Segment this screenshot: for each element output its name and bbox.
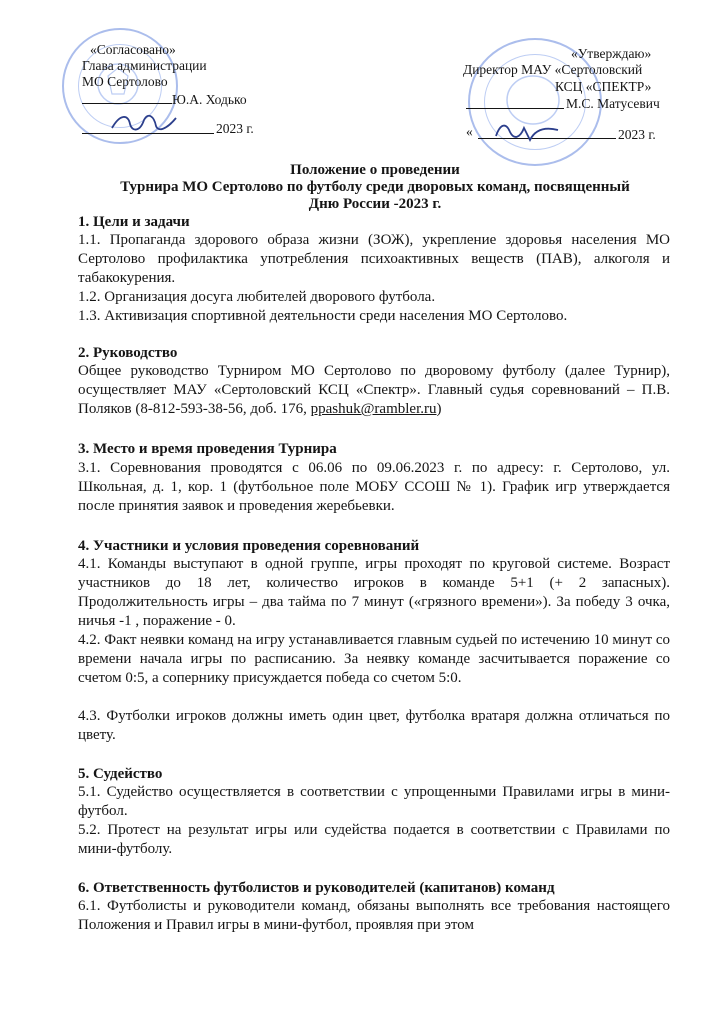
section-1-paragraph-1: 1.1. Пропаганда здорового образа жизни (ЗОЖ), укрепление здоровья населения МО Сертолово профилактика употребления психоактивных веществ (ПАВ), алкоголя и табакокурения. — [78, 232, 670, 286]
section-4-paragraph-3: 4.3. Футболки игроков должны иметь один цвет, футболка вратаря должна отличаться по цвету. — [78, 708, 670, 743]
right-approval-name: М.С. Матусевич — [566, 96, 660, 111]
section-2-heading: 2. Руководство — [78, 345, 178, 361]
section-5-paragraph-1: 5.1. Судейство осуществляется в соответствии с упрощенными Правилами игры в мини-футбол. — [78, 784, 670, 819]
section-6-paragraph-1: 6.1. Футболисты и руководители команд, обязаны выполнять все требования настоящего Положения и Правил игры в мини-футбол, проявляя при этом — [78, 898, 670, 933]
section-1-paragraph-2: 1.2. Организация досуга любителей дворового футбола. — [78, 289, 436, 305]
section-2-paragraph-1 — [78, 362, 670, 419]
section-5-heading: 5. Судейство — [78, 766, 163, 782]
judge-email-link[interactable]: ppashuk@rambler.ru — [310, 401, 437, 417]
section-1-heading: 1. Цели и задачи — [78, 214, 190, 230]
right-approval-position: Директор МАУ «Сертоловский — [463, 62, 643, 77]
right-approval-org: КСЦ «СПЕКТР» — [555, 79, 652, 94]
left-approval-date: 2023 г. — [216, 121, 254, 136]
document-title-line2: Турнира МО Сертолово по футболу среди дворовых команд, посвященный — [120, 179, 630, 195]
section-2-text: Общее руководство Турниром МО Сертолово по дворовому футболу (далее Турнир), осуществляет МАУ «Сертоловский КСЦ «Спектр». Главный судья соревнований – П.В. Поляков (8-812-593-38-56, доб. 176, — [78, 363, 670, 417]
section-2-text-end: ) — [436, 401, 442, 417]
left-signature-line — [82, 103, 172, 104]
section-4-paragraph-2: 4.2. Факт неявки команд на игру устанавливается главным судьей по истечению 10 минут со времени начала игры по расписанию. За неявку команде засчитывается поражение со счетом 0:5, а сопернику присуждается победа со счетом 5:0. — [78, 632, 670, 686]
left-approval-name: Ю.А. Ходько — [172, 92, 247, 107]
right-signature-icon — [492, 118, 562, 146]
left-signature-icon — [110, 108, 180, 138]
document-title-line3: Дню России -2023 г. — [308, 196, 442, 212]
section-4-paragraph-1: 4.1. Команды выступают в одной группе, игры проходят по круговой системе. Возраст участников до 18 лет, количество игроков в команде 5+1 (+ 2 запасных). Продолжительность игры – два тайма по 7 минут («грязного времени»). За победу 3 очка, ничья -1 , поражение - 0. — [78, 556, 670, 629]
right-signature-line — [466, 108, 564, 109]
left-approval-org: МО Сертолово — [82, 74, 168, 89]
section-3-heading: 3. Место и время проведения Турнира — [78, 441, 337, 457]
right-approval-label: «Утверждаю» — [571, 46, 652, 61]
section-5-paragraph-2: 5.2. Протест на результат игры или судейства подается в соответствии с Правилами по мини-футболу. — [78, 822, 670, 857]
right-approval-date-prefix: « — [466, 124, 473, 139]
left-approval-label: «Согласовано» — [90, 42, 176, 57]
section-6-heading: 6. Ответственность футболистов и руководителей (капитанов) команд — [78, 880, 555, 896]
right-approval-date: 2023 г. — [618, 127, 656, 142]
section-4-heading: 4. Участники и условия проведения соревнований — [78, 538, 420, 554]
section-1-paragraph-3: 1.3. Активизация спортивной деятельности среди населения МО Сертолово. — [78, 308, 568, 324]
left-approval-position: Глава администрации — [82, 58, 207, 73]
section-3-paragraph-1: 3.1. Соревнования проводятся с 06.06 по 09.06.2023 г. по адресу: г. Сертолово, ул. Школьная, д. 1, кор. 1 (футбольное поле МОБУ ССОШ № 1). График игр утверждается после принятия заявок и проведения жеребьевки. — [78, 460, 670, 514]
document-title-line1: Положение о проведении — [290, 162, 460, 178]
